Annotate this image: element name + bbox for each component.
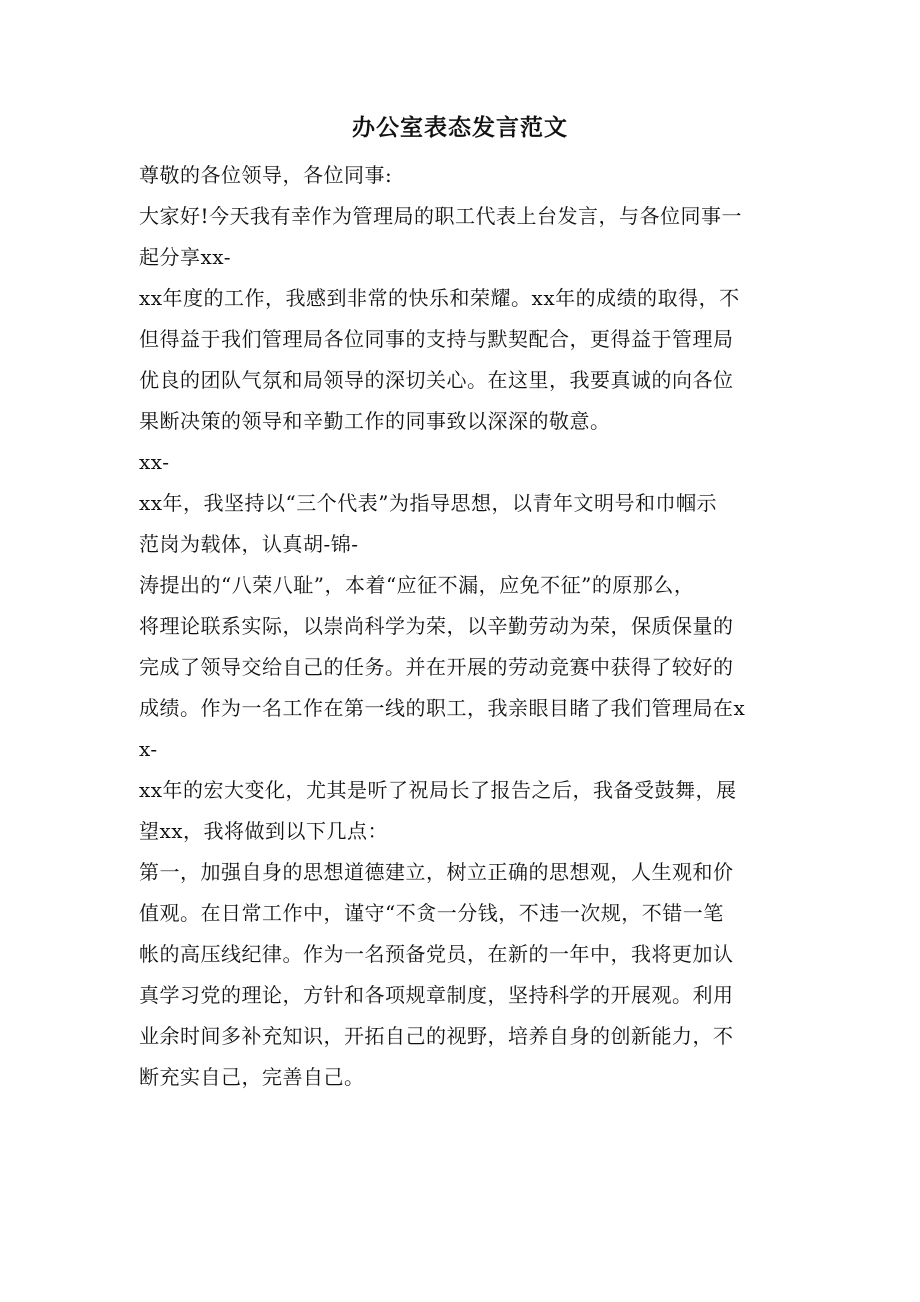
body-line: xx年度的工作，我感到非常的快乐和荣耀。xx年的成绩的取得，不 [139, 286, 740, 310]
body-line: 帐的高压线纪律。作为一名预备党员，在新的一年中，我将更加认 [139, 942, 734, 966]
body-line: 断充实自己，完善自己。 [139, 1065, 365, 1089]
body-line: 大家好!今天我有幸作为管理局的职工代表上台发言，与各位同事一 [139, 204, 743, 228]
body-line: 真学习党的理论，方针和各项规章制度，坚持科学的开展观。利用 [139, 983, 734, 1007]
body-line: xx年的宏大变化，尤其是听了祝局长了报告之后，我备受鼓舞，展 [139, 778, 737, 802]
body-line: xx年，我坚持以“三个代表”为指导思想，以青年文明号和巾帼示 [139, 491, 718, 515]
document-body [139, 155, 789, 1098]
body-line: 范岗为载体，认真胡-锦- [139, 532, 359, 556]
body-line: 业余时间多补充知识，开拓自己的视野，培养自身的创新能力，不 [139, 1024, 734, 1048]
body-line: x- [139, 737, 158, 761]
body-line: 将理论联系实际，以崇尚科学为荣，以辛勤劳动为荣，保质保量的 [139, 614, 734, 638]
document-title: 办公室表态发言范文 [352, 114, 568, 141]
body-line: 成绩。作为一名工作在第一线的职工，我亲眼目睹了我们管理局在x [139, 696, 746, 720]
body-line: 完成了领导交给自己的任务。并在开展的劳动竞赛中获得了较好的 [139, 655, 734, 679]
body-line: 起分享xx- [139, 245, 231, 269]
body-line: 值观。在日常工作中，谨守“不贪一分钱，不违一次规，不错一笔 [139, 901, 724, 925]
body-line: 果断决策的领导和辛勤工作的同事致以深深的敬意。 [139, 409, 611, 433]
body-line: xx- [139, 450, 170, 474]
body-line: 优良的团队气氛和局领导的深切关心。在这里，我要真诚的向各位 [139, 368, 734, 392]
body-line: 第一，加强自身的思想道德建立，树立正确的思想观，人生观和价 [139, 860, 734, 884]
body-line: 尊敬的各位领导，各位同事: [139, 163, 393, 187]
body-line: 望xx，我将做到以下几点： [139, 819, 389, 843]
body-line: 但得益于我们管理局各位同事的支持与默契配合，更得益于管理局 [139, 327, 734, 351]
body-line: 涛提出的“八荣八耻”，本着“应征不漏，应免不征”的原那么， [139, 573, 695, 597]
